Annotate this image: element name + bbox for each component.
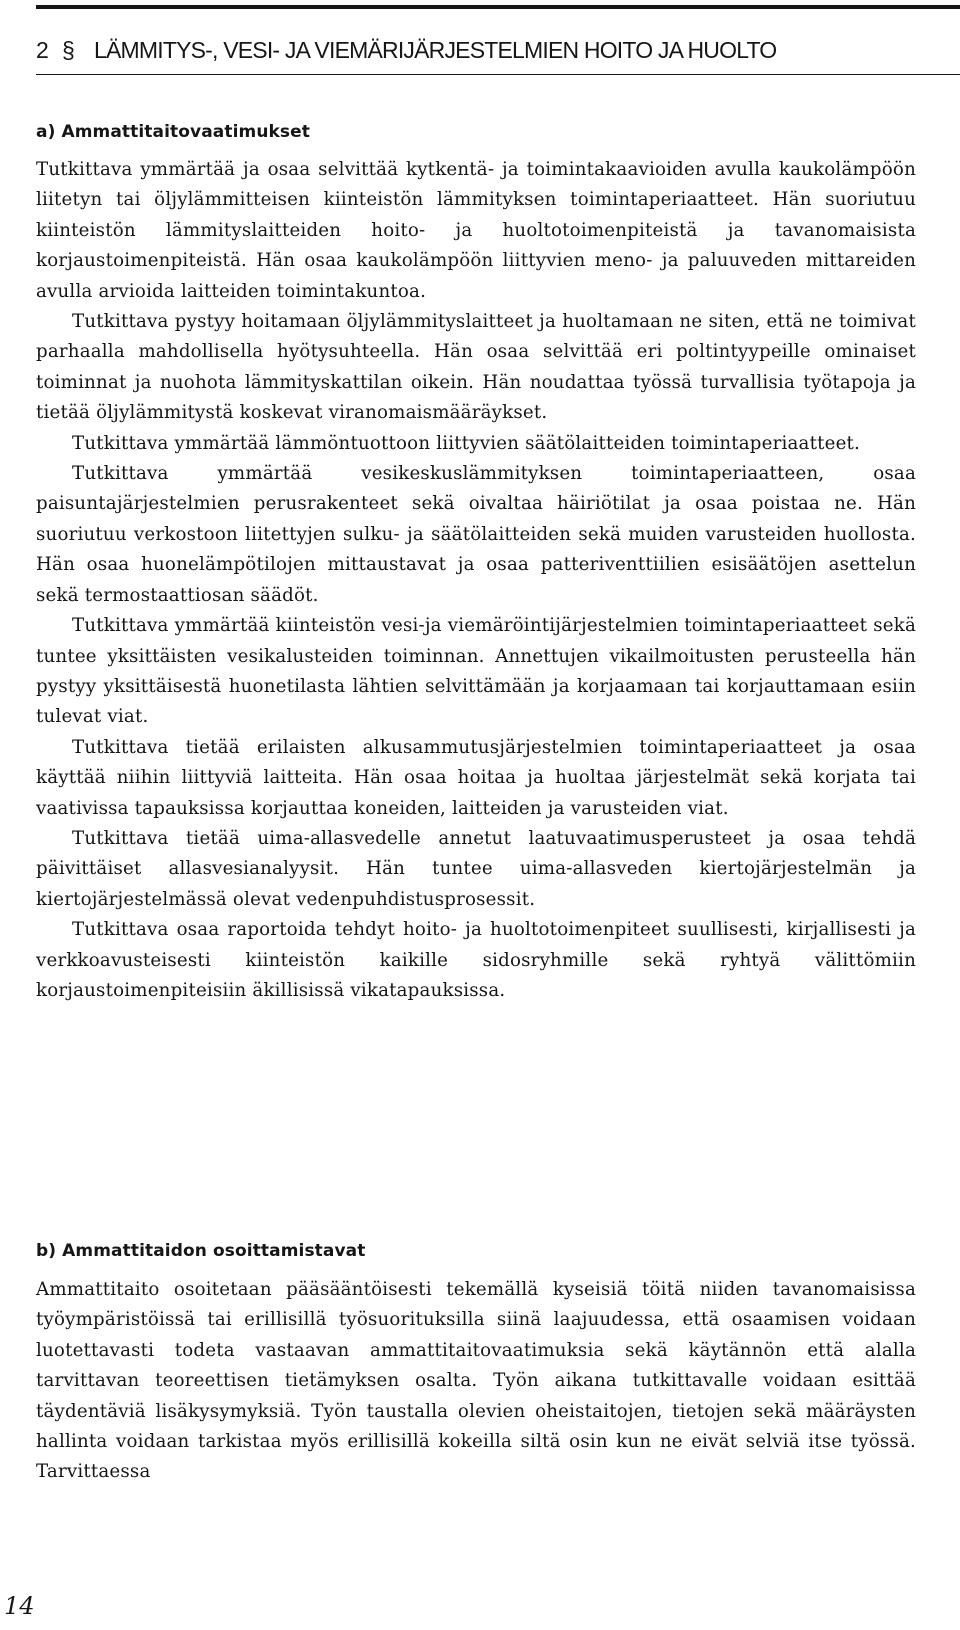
section-b-heading: b) Ammattitaidon osoittamistavat	[36, 1241, 366, 1261]
paragraph: Tutkittava pystyy hoitamaan öljylämmityslaitteet ja huoltamaan ne siten, että ne toimivat parhaalla mahdollisella hyötysuhteella. Hän osaa selvittää eri poltintyypeille ominaiset toiminnat ja nuohota lämmityskattilan oikein. Hän noudattaa työssä turvallisia työtapoja ja tietää öljylämmitystä koskevat viranomaismääräykset.	[36, 311, 916, 424]
paragraph: Ammattitaito osoitetaan pääsääntöisesti tekemällä kyseisiä töitä niiden tavanomaisissa työympäristöissä tai erillisillä työsuorituksilla siinä laajuudessa, että osaamisen voidaan luotettavasti todeta vastaavan ammattitaitovaatimuksia sekä käytännön että alalla tarvittavan teoreettisen tietämyksen osalta. Työn aikana tutkittavalle voidaan esittää täydentäviä lisäkysymyksiä. Työn taustalla olevien oheistaitojen, tietojen sekä määräysten hallinta voidaan tarkistaa myös erillisillä kokeilla siltä osin kun ne eivät selviä itse työssä. Tarvittaessa	[36, 1279, 916, 1483]
paragraph: Tutkittava ymmärtää vesikeskuslämmityksen toimintaperiaatteen, osaa paisuntajärjestelmien perusrakenteet sekä oivaltaa häiriötilat ja osaa poistaa ne. Hän suoriutuu verkostoon liitettyjen sulku- ja säätölaitteiden sekä muiden varusteiden huollosta. Hän osaa huonelämpötilojen mittaustavat ja osaa patteriventtiilien esisäätöjen asettelun sekä termostaattiosan säädöt.	[36, 463, 916, 606]
chapter-header	[36, 36, 960, 70]
chapter-number: 2	[36, 37, 48, 63]
paragraph: Tutkittava tietää erilaisten alkusammutusjärjestelmien toimintaperiaatteet ja osaa käyttää niihin liittyviä laitteita. Hän osaa hoitaa ja huoltaa järjestelmät sekä korjata tai vaativissa tapauksissa korjauttaa koneiden, laitteiden ja varusteiden viat.	[36, 736, 916, 819]
section-b-body	[36, 1275, 916, 1488]
paragraph: Tutkittava tietää uima-allasvedelle annetut laatuvaatimusperusteet ja osaa tehdä päivittäiset allasvesianalyysit. Hän tuntee uima-allasveden kiertojärjestelmän ja kiertojärjestelmässä olevat vedenpuhdistusprosessit.	[36, 827, 916, 910]
section-a-body	[36, 155, 916, 1006]
section-a-heading: a) Ammattitaitovaatimukset	[36, 122, 311, 142]
header-rule	[36, 74, 960, 75]
chapter-title: LÄMMITYS-, VESI- JA VIEMÄRIJÄRJESTELMIEN HOITO JA HUOLTO	[94, 37, 777, 63]
section-symbol: §	[62, 37, 74, 63]
page-number: 14	[4, 1592, 35, 1620]
top-rule	[36, 5, 960, 9]
paragraph: Tutkittava osaa raportoida tehdyt hoito- ja huoltotoimenpiteet suullisesti, kirjallisesti ja verkkoavusteisesti kiinteistön kaikille sidosryhmille sekä ryhtyä välittömiin korjaustoimenpiteisiin äkillisissä vikatapauksissa.	[36, 919, 916, 1001]
paragraph: Tutkittava ymmärtää kiinteistön vesi-ja viemäröintijärjestelmien toimintaperiaatteet sekä tuntee yksittäisten vesikalusteiden toiminnan. Annettujen vikailmoitusten perusteella hän pystyy yksittäisestä huonetilasta lähtien selvittämään ja korjaamaan tai korjauttamaan esiin tulevat viat.	[36, 615, 916, 728]
paragraph: Tutkittava ymmärtää ja osaa selvittää kytkentä- ja toimintakaavioiden avulla kaukolämpöön liitetyn tai öljylämmitteisen kiinteistön lämmityksen toimintaperiaatteet. Hän suoriutuu kiinteistön lämmityslaitteiden hoito- ja huoltotoimenpiteistä ja tavanomaisista korjaustoimenpiteistä. Hän osaa kaukolämpöön liittyvien meno- ja paluuveden mittareiden avulla arvioida laitteiden toimintakuntoa.	[36, 159, 916, 302]
paragraph: Tutkittava ymmärtää lämmöntuottoon liittyvien säätölaitteiden toimintaperiaatteet.	[72, 432, 861, 454]
